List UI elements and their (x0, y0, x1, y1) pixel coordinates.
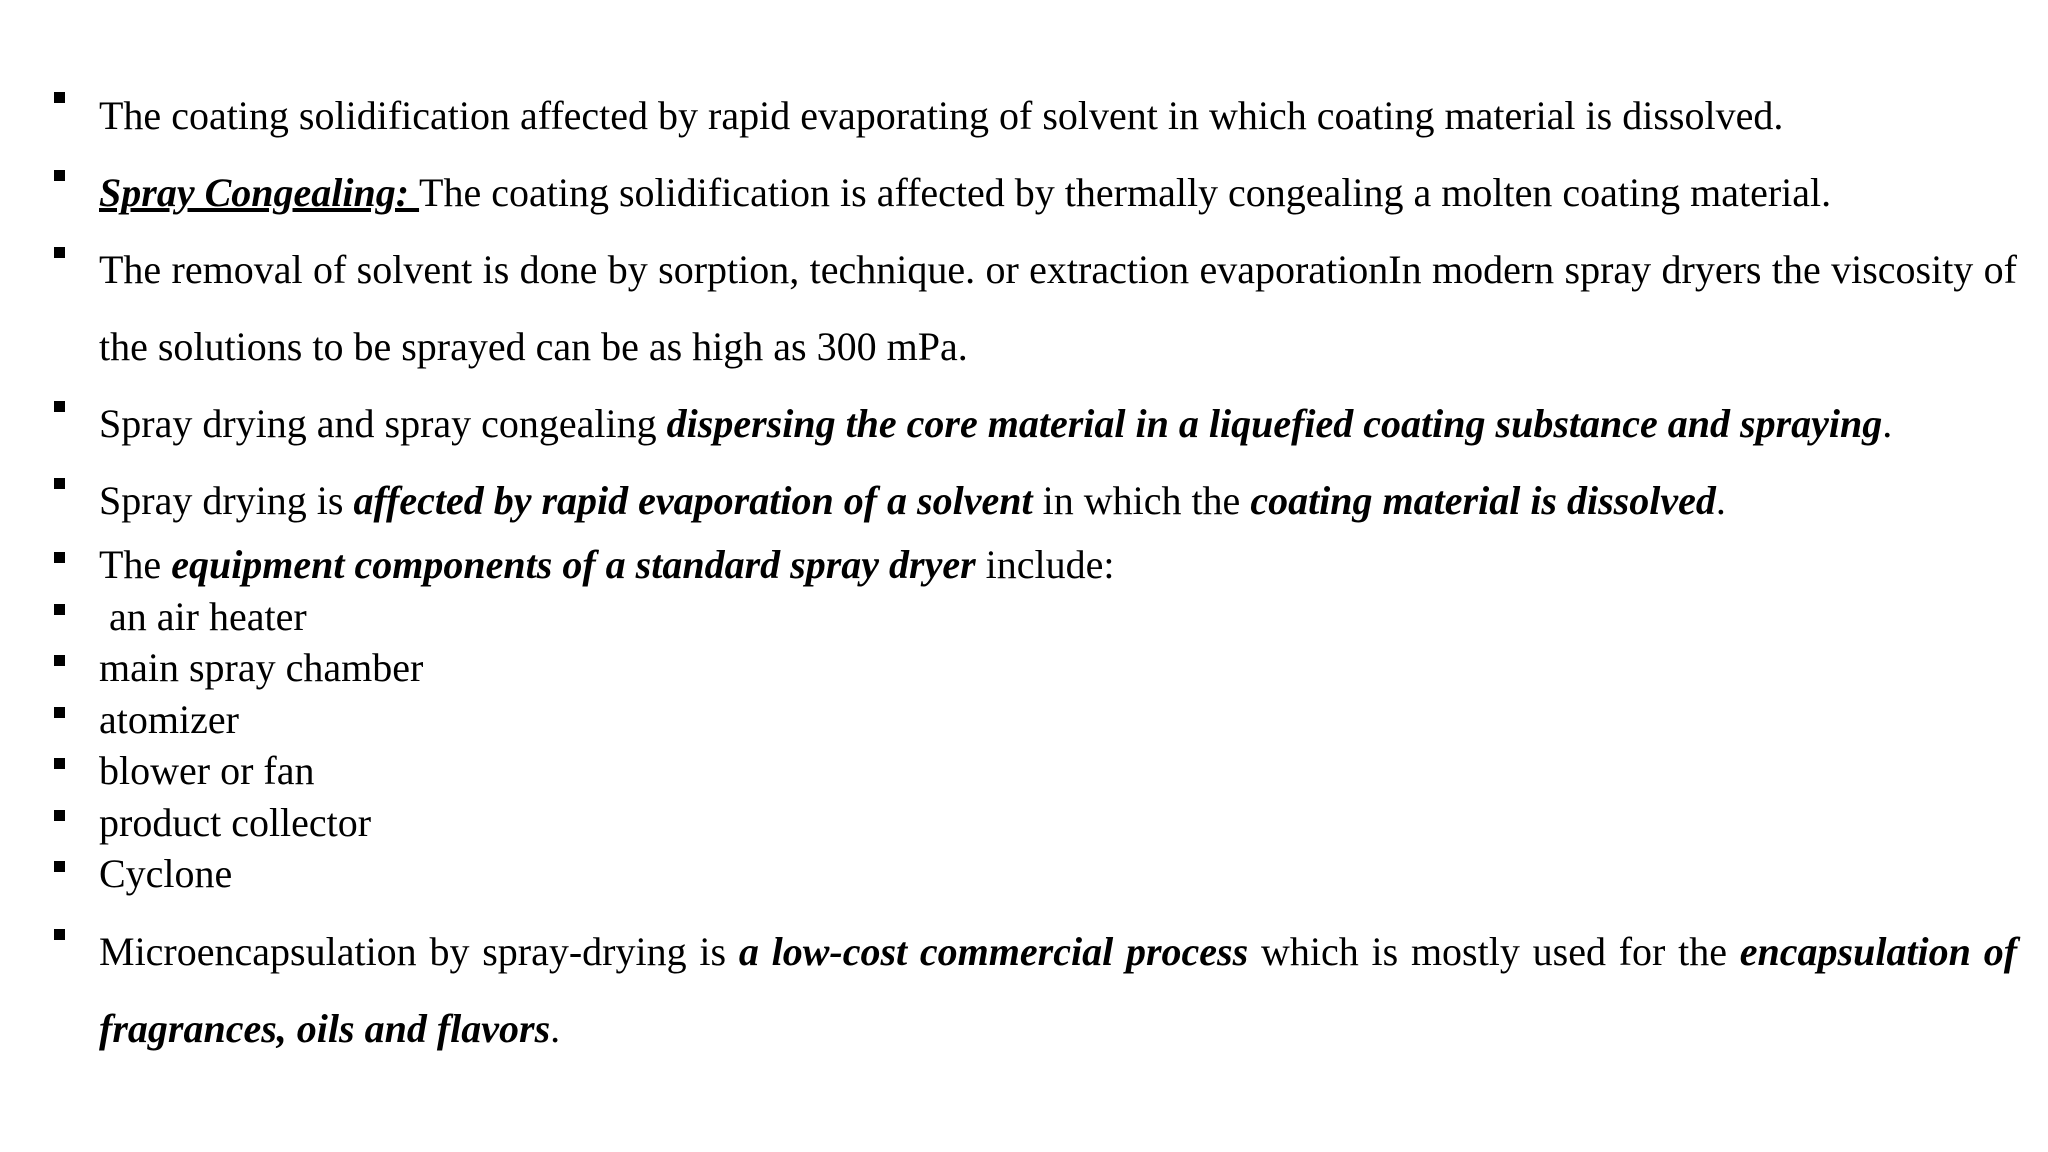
bullet-emphasis: a low-cost commercial process (738, 928, 1249, 974)
bullet-item-atomizer (52, 694, 2017, 746)
square-bullet-icon (54, 552, 65, 563)
bullet-text: in which the (1032, 478, 1251, 523)
bullet-list (52, 77, 2017, 1067)
square-bullet-icon (54, 604, 65, 615)
bullet-text-end: . (550, 1005, 561, 1051)
bullet-emphasis: equipment components of a standard spray dryer (171, 542, 976, 587)
square-bullet-icon (54, 929, 65, 940)
bullet-item-blower (52, 745, 2017, 797)
bullet-item-spray-drying-congealing (52, 385, 2017, 462)
bullet-item-product-collector (52, 797, 2017, 849)
bullet-text: Microencapsulation by spray-drying is (99, 928, 739, 974)
bullet-text: The (99, 542, 172, 587)
bullet-text: blower or fan (99, 748, 315, 793)
bullet-heading: Spray Congealing: (99, 170, 420, 215)
square-bullet-icon (54, 655, 65, 666)
bullet-text: main spray chamber (99, 645, 424, 690)
bullet-text: which is mostly used for the (1248, 928, 1740, 974)
bullet-item-spray-drying-definition (52, 462, 2017, 539)
bullet-text-end: . (1715, 478, 1726, 523)
bullet-text: an air heater (109, 593, 307, 639)
bullet-emphasis: affected by rapid evaporation of a solvent (353, 478, 1033, 523)
bullet-text: atomizer (99, 696, 239, 742)
bullet-text: Spray drying and spray congealing (99, 401, 667, 446)
square-bullet-icon (54, 478, 65, 489)
bullet-emphasis: coating material is dissolved (1250, 478, 1716, 523)
square-bullet-icon (54, 401, 65, 412)
bullet-text-end: include: (975, 542, 1115, 587)
bullet-item-solvent-removal (52, 231, 2017, 385)
bullet-item-microencapsulation (52, 913, 2017, 1067)
bullet-text: Spray drying is (99, 478, 354, 523)
square-bullet-icon (54, 170, 65, 181)
bullet-text: The coating solidification is affected by thermally congealing a molten coating material. (419, 170, 1832, 215)
bullet-text: The coating solidification affected by rapid evaporating of solvent in which coating material is dissolved. (99, 93, 1784, 138)
bullet-item-spray-congealing (52, 154, 2017, 231)
square-bullet-icon (54, 810, 65, 821)
square-bullet-icon (54, 861, 65, 872)
bullet-emphasis: encapsulation of fragrances, oils and flavors (99, 928, 2018, 1051)
square-bullet-icon (54, 707, 65, 718)
bullet-text: The removal of solvent is done by sorption, technique. or extraction evaporationIn modern spray dryers the viscosity of the solutions to be sprayed can be as high as 300 mPa. (99, 247, 2017, 369)
bullet-item-air-heater (52, 591, 2017, 643)
square-bullet-icon (54, 758, 65, 769)
bullet-item-spray-chamber (52, 642, 2017, 694)
square-bullet-icon (54, 92, 65, 103)
bullet-item-solidification (52, 77, 2017, 154)
bullet-item-cyclone (52, 848, 2017, 900)
bullet-emphasis: dispersing the core material in a liquefied coating substance and spraying (666, 401, 1883, 446)
bullet-text: Cyclone (99, 851, 233, 896)
bullet-text-end: . (1882, 401, 1893, 446)
bullet-text: product collector (99, 799, 372, 845)
square-bullet-icon (54, 247, 65, 258)
bullet-item-equipment-components (52, 539, 2017, 591)
